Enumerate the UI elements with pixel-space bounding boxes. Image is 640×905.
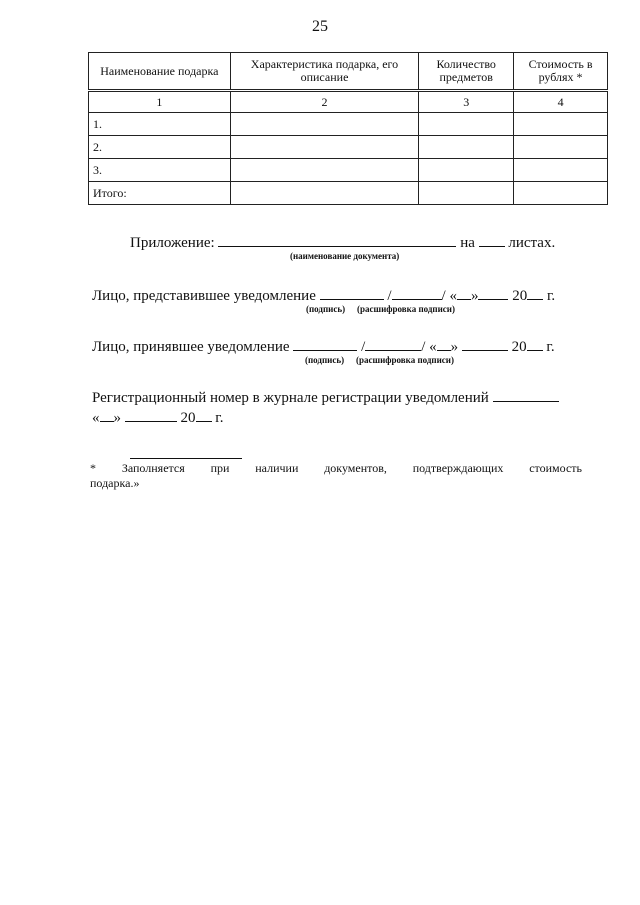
column-number: 3 bbox=[419, 91, 514, 113]
column-number: 4 bbox=[514, 91, 608, 113]
column-number: 1 bbox=[89, 91, 231, 113]
registration-year-field[interactable] bbox=[196, 407, 212, 422]
table-cell[interactable] bbox=[230, 113, 419, 136]
footnote-divider bbox=[130, 458, 242, 459]
row-label: 1. bbox=[89, 113, 231, 136]
submitted-line bbox=[92, 285, 555, 305]
submitted-day-field[interactable] bbox=[457, 285, 471, 300]
submitted-caption-decryption: (расшифровка подписи) bbox=[357, 304, 455, 314]
table-cell[interactable] bbox=[419, 182, 514, 205]
received-year-field[interactable] bbox=[527, 336, 543, 351]
page-number: 25 bbox=[312, 18, 328, 35]
attachment-label: Приложение: bbox=[130, 235, 215, 251]
table-cell[interactable] bbox=[419, 136, 514, 159]
table-cell[interactable] bbox=[230, 159, 419, 182]
received-slash: / bbox=[421, 339, 426, 355]
received-quote-close: » bbox=[450, 339, 459, 355]
attachment-line bbox=[130, 232, 555, 252]
gift-table bbox=[88, 52, 608, 205]
submitted-month-field[interactable] bbox=[478, 285, 508, 300]
received-year-suffix: г. bbox=[546, 339, 555, 355]
submitted-year-field[interactable] bbox=[527, 285, 543, 300]
registration-quote-open: « bbox=[92, 410, 100, 426]
attachment-on: на bbox=[460, 235, 475, 251]
registration-month-field[interactable] bbox=[125, 407, 177, 422]
received-caption-signature: (подпись) bbox=[305, 355, 345, 365]
registration-year-prefix: 20 bbox=[180, 410, 196, 426]
received-line bbox=[92, 336, 555, 356]
row-label: 3. bbox=[89, 159, 231, 182]
row-label: 2. bbox=[89, 136, 231, 159]
table-cell[interactable] bbox=[230, 136, 419, 159]
table-cell[interactable] bbox=[514, 113, 608, 136]
submitted-slash: / bbox=[387, 288, 392, 304]
table-cell[interactable] bbox=[514, 136, 608, 159]
submitted-decryption-field[interactable] bbox=[392, 285, 442, 300]
submitted-signature-field[interactable] bbox=[320, 285, 384, 300]
attachment-caption: (наименование документа) bbox=[290, 251, 400, 261]
registration-day-field[interactable] bbox=[100, 407, 114, 422]
header-gift-description: Характеристика подарка, его описание bbox=[230, 53, 419, 91]
footnote-text-end: подарка.» bbox=[90, 476, 140, 490]
submitted-quote-open: « bbox=[449, 288, 457, 304]
header-gift-name: Наименование подарка bbox=[89, 53, 231, 91]
footnote-text: * Заполняется при наличии документов, подтверждающих стоимость bbox=[90, 461, 582, 475]
registration-label: Регистрационный номер в журнале регистрации уведомлений bbox=[92, 390, 489, 406]
submitted-slash: / bbox=[441, 288, 446, 304]
table-row-total bbox=[89, 182, 608, 205]
row-label-total: Итого: bbox=[89, 182, 231, 205]
table-cell[interactable] bbox=[230, 182, 419, 205]
submitted-year-suffix: г. bbox=[546, 288, 556, 304]
received-quote-open: « bbox=[429, 339, 437, 355]
table-row bbox=[89, 136, 608, 159]
attachment-sheets-field[interactable] bbox=[479, 232, 505, 247]
submitted-quote-close: » bbox=[470, 288, 479, 304]
submitted-year-prefix: 20 bbox=[512, 288, 528, 304]
received-decryption-field[interactable] bbox=[365, 336, 421, 351]
registration-date-line bbox=[92, 407, 223, 427]
table-row bbox=[89, 159, 608, 182]
received-month-field[interactable] bbox=[462, 336, 508, 351]
header-cost: Стоимость в рублях * bbox=[514, 53, 608, 91]
table-row bbox=[89, 113, 608, 136]
received-caption-decryption: (расшифровка подписи) bbox=[356, 355, 454, 365]
table-cell[interactable] bbox=[419, 159, 514, 182]
received-label: Лицо, принявшее уведомление bbox=[92, 339, 290, 355]
table-cell[interactable] bbox=[514, 159, 608, 182]
table-cell[interactable] bbox=[514, 182, 608, 205]
registration-line bbox=[92, 387, 559, 407]
table-header-row bbox=[89, 53, 608, 91]
column-number-row bbox=[89, 91, 608, 113]
registration-quote-close: » bbox=[113, 410, 121, 426]
received-day-field[interactable] bbox=[437, 336, 451, 351]
registration-number-field[interactable] bbox=[493, 387, 559, 402]
received-signature-field[interactable] bbox=[293, 336, 357, 351]
table-cell[interactable] bbox=[419, 113, 514, 136]
attachment-sheets: листах. bbox=[508, 235, 556, 251]
registration-year-suffix: г. bbox=[215, 410, 224, 426]
received-year-prefix: 20 bbox=[511, 339, 527, 355]
received-slash: / bbox=[361, 339, 366, 355]
submitted-caption-signature: (подпись) bbox=[306, 304, 346, 314]
column-number: 2 bbox=[230, 91, 419, 113]
attachment-document-field[interactable] bbox=[218, 232, 456, 247]
submitted-label: Лицо, представившее уведомление bbox=[92, 288, 316, 304]
header-quantity: Количество предметов bbox=[419, 53, 514, 91]
